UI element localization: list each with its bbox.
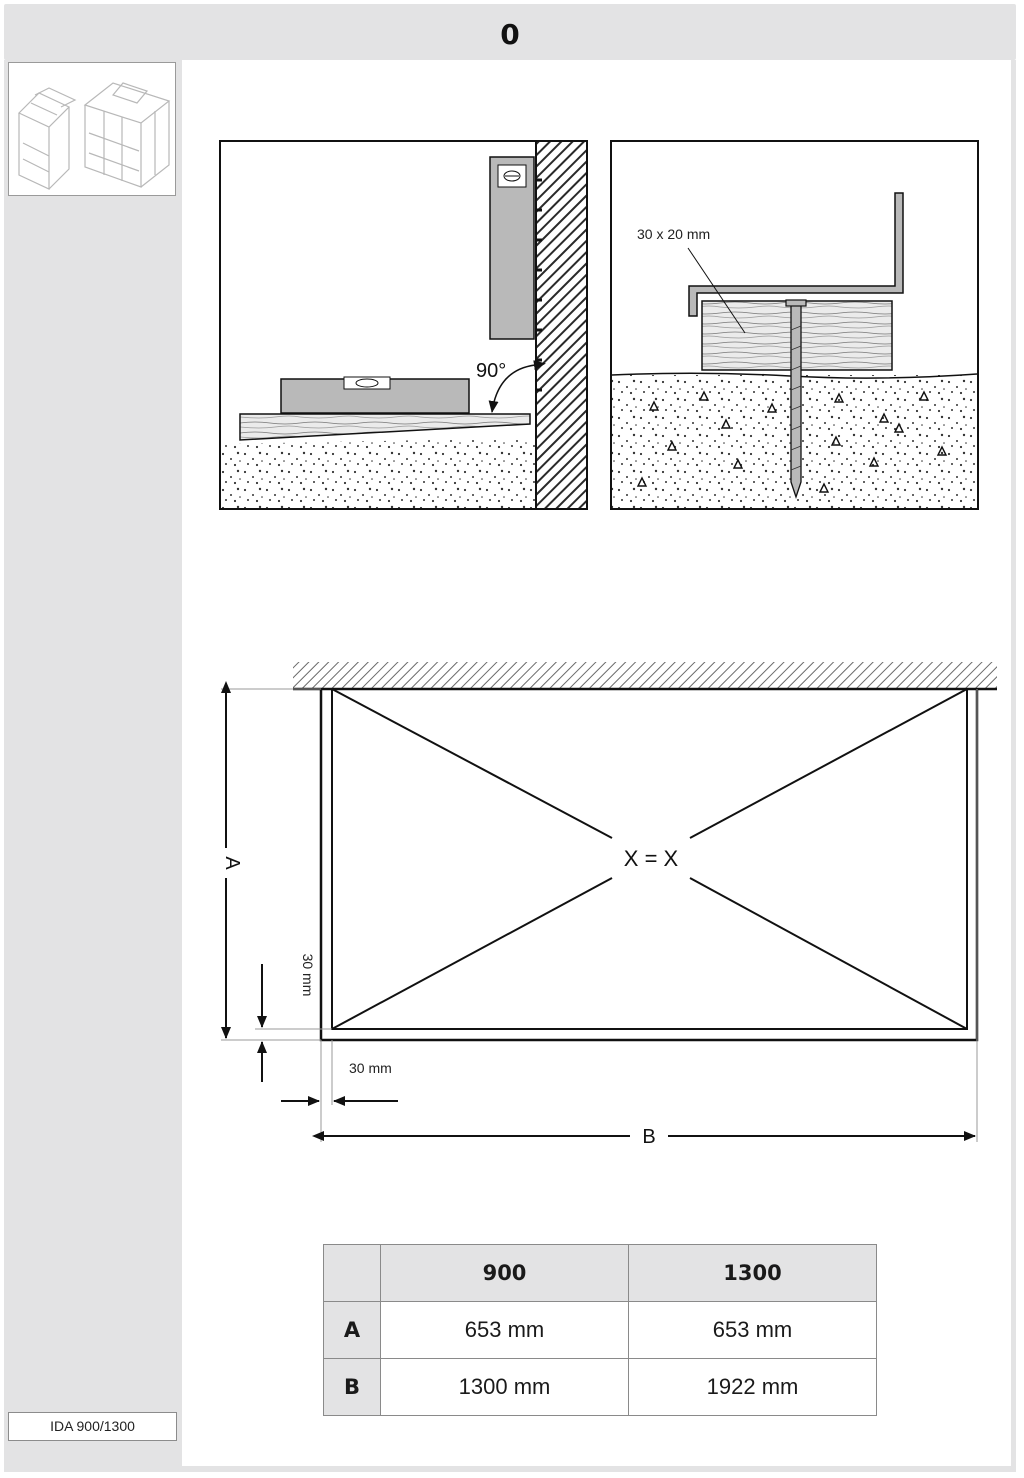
wall bbox=[536, 142, 586, 508]
table-cell: 1922 mm bbox=[629, 1359, 877, 1416]
table-header-cell: 900 bbox=[381, 1245, 629, 1302]
table-cell: 1300 mm bbox=[381, 1359, 629, 1416]
table-header-cell bbox=[324, 1245, 381, 1302]
table-header-row bbox=[324, 1245, 877, 1302]
stake-figure bbox=[611, 141, 978, 509]
table-header-cell: 1300 bbox=[629, 1245, 877, 1302]
diagonal-line bbox=[332, 689, 612, 838]
table-row bbox=[324, 1302, 877, 1359]
horizontal-offset-label: 30 mm bbox=[349, 1060, 392, 1076]
page-frame-bottom bbox=[4, 1466, 1016, 1472]
dimension-a-label: A bbox=[221, 856, 243, 870]
diagonal-equal-label: X = X bbox=[623, 846, 679, 871]
diagonal-line bbox=[690, 689, 967, 838]
step-number: 0 bbox=[500, 18, 520, 51]
table-cell: 653 mm bbox=[629, 1302, 877, 1359]
ground-gravel bbox=[221, 438, 536, 508]
timber-size-label: 30 x 20 mm bbox=[637, 226, 711, 242]
dimensions-table bbox=[323, 1244, 877, 1416]
table-row bbox=[324, 1359, 877, 1416]
wall-hatch bbox=[293, 662, 997, 688]
angle-label: 90° bbox=[476, 360, 507, 382]
diagonal-line bbox=[332, 878, 612, 1029]
row-label: B bbox=[324, 1359, 381, 1416]
row-label: A bbox=[324, 1302, 381, 1359]
table-cell: 653 mm bbox=[381, 1302, 629, 1359]
diagonal-line bbox=[690, 878, 967, 1029]
vertical-offset-label: 30 mm bbox=[300, 953, 316, 997]
dimension-b-label: B bbox=[642, 1126, 656, 1148]
level-figure bbox=[220, 141, 587, 509]
layout-plan bbox=[221, 662, 997, 1148]
model-label: IDA 900/1300 bbox=[8, 1412, 177, 1441]
